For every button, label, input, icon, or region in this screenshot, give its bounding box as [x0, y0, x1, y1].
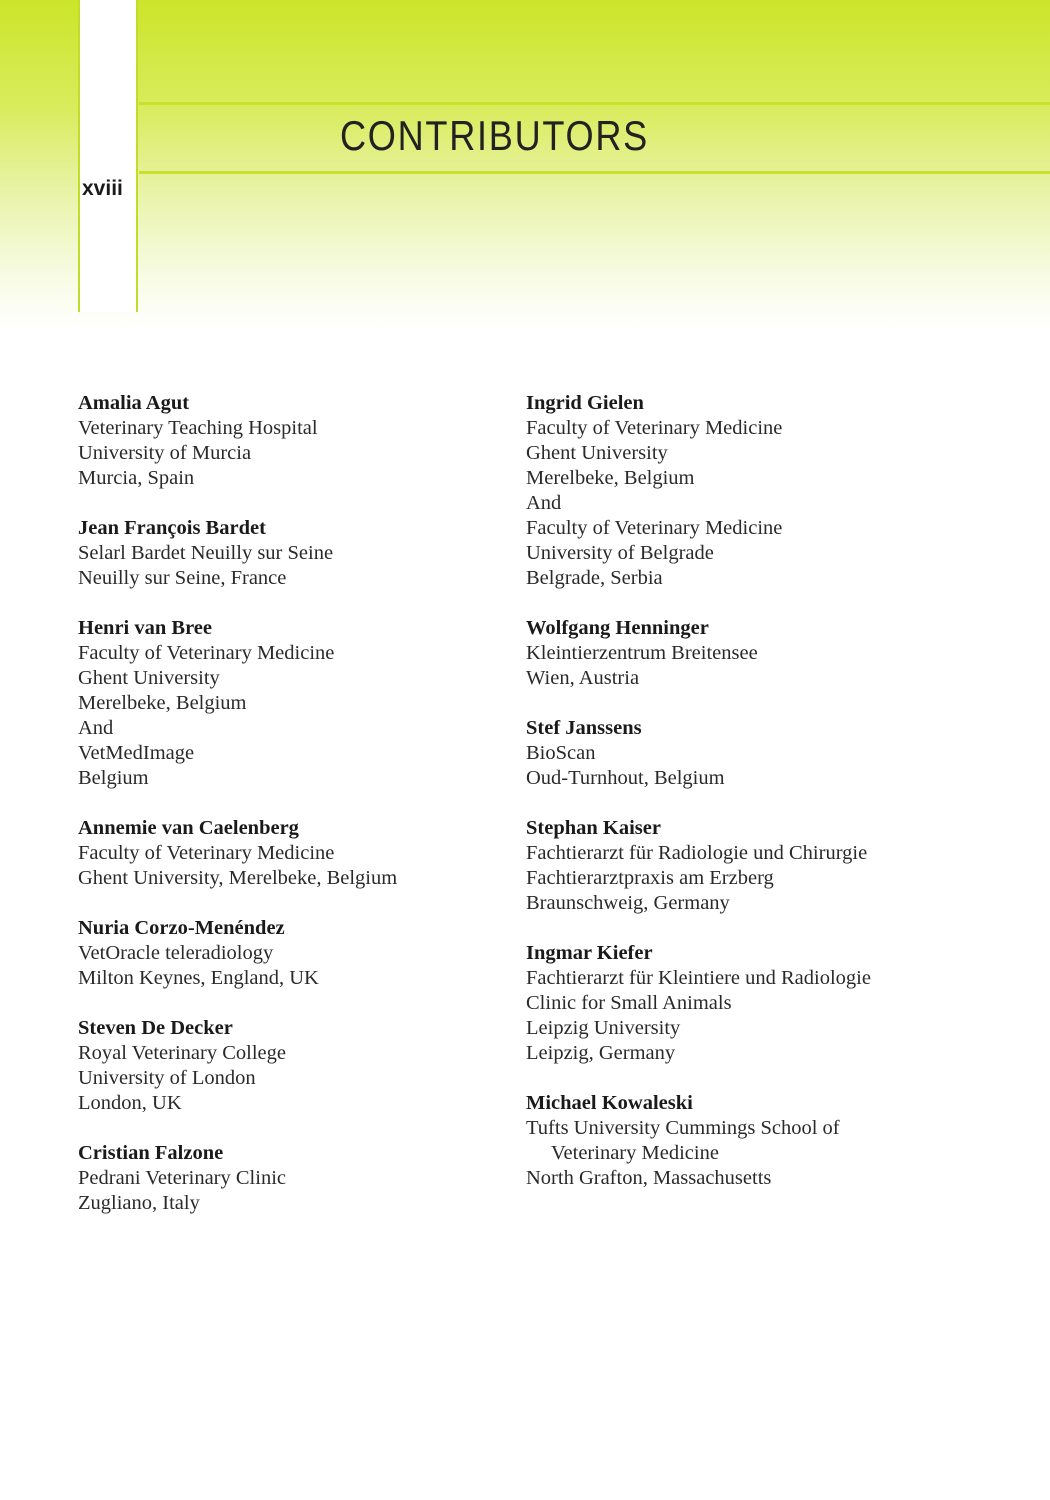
affiliation-line: Milton Keynes, England, UK	[78, 967, 319, 989]
header-rule-bottom	[139, 171, 1050, 174]
contributor-name: Amalia Agut	[78, 392, 190, 414]
affiliation-line: Tufts University Cummings School of	[526, 1117, 840, 1139]
contributor-entry	[526, 816, 976, 916]
contributor-entry	[78, 816, 518, 891]
affiliation-line: Belgium	[78, 767, 149, 789]
affiliation-line: Faculty of Veterinary Medicine	[526, 517, 783, 539]
affiliation-line: Zugliano, Italy	[78, 1192, 200, 1214]
affiliation-line: London, UK	[78, 1092, 182, 1114]
contributor-name: Cristian Falzone	[78, 1142, 224, 1164]
affiliation-line: Ghent University	[526, 442, 668, 464]
contributor-name: Ingrid Gielen	[526, 392, 644, 414]
contributor-name: Steven De Decker	[78, 1017, 233, 1039]
contributor-entry	[78, 616, 518, 791]
affiliation-line: University of London	[78, 1067, 256, 1089]
affiliation-line: Fachtierarzt für Kleintiere und Radiologie	[526, 967, 871, 989]
affiliation-line: BioScan	[526, 742, 596, 764]
contributor-name: Henri van Bree	[78, 617, 212, 639]
contributor-entry	[526, 391, 976, 591]
contributor-entry	[526, 716, 976, 791]
contributor-entry	[526, 941, 976, 1066]
contributor-entry	[78, 1141, 518, 1216]
contributor-name: Stephan Kaiser	[526, 817, 661, 839]
contributor-entry	[526, 1091, 976, 1191]
page-number: xviii	[82, 177, 123, 200]
affiliation-line: And	[78, 717, 114, 739]
contributor-entry	[78, 916, 518, 991]
affiliation-line: Ghent University	[78, 667, 220, 689]
contributors-right-column	[526, 391, 976, 1216]
affiliation-line: Fachtierarzt für Radiologie und Chirurgie	[526, 842, 868, 864]
affiliation-line: North Grafton, Massachusetts	[526, 1167, 772, 1189]
header-rule-top	[139, 102, 1050, 105]
affiliation-line: Veterinary Medicine	[551, 1142, 719, 1164]
contributor-name: Jean François Bardet	[78, 517, 266, 539]
contributor-entry	[78, 516, 518, 591]
affiliation-line: Wien, Austria	[526, 667, 640, 689]
affiliation-line: Merelbeke, Belgium	[526, 467, 695, 489]
affiliation-line: VetMedImage	[78, 742, 195, 764]
contributor-name: Nuria Corzo-Menéndez	[78, 917, 285, 939]
contributor-name: Michael Kowaleski	[526, 1092, 693, 1114]
contributor-name: Wolfgang Henninger	[526, 617, 709, 639]
affiliation-line: University of Belgrade	[526, 542, 714, 564]
affiliation-line: Leipzig, Germany	[526, 1042, 676, 1064]
contributor-entry	[526, 616, 976, 691]
contributor-name: Stef Janssens	[526, 717, 642, 739]
contributor-entry	[78, 391, 518, 491]
affiliation-line: Murcia, Spain	[78, 467, 195, 489]
contributors-left-column	[78, 391, 518, 1241]
affiliation-line: Faculty of Veterinary Medicine	[526, 417, 783, 439]
affiliation-line: Royal Veterinary College	[78, 1042, 286, 1064]
page-title: CONTRIBUTORS	[340, 112, 649, 159]
header-band	[0, 0, 1050, 330]
affiliation-line: Selarl Bardet Neuilly sur Seine	[78, 542, 334, 564]
affiliation-line: Braunschweig, Germany	[526, 892, 730, 914]
affiliation-line: Faculty of Veterinary Medicine	[78, 842, 335, 864]
affiliation-line: Pedrani Veterinary Clinic	[78, 1167, 286, 1189]
affiliation-line: Clinic for Small Animals	[526, 992, 732, 1014]
contributor-name: Annemie van Caelenberg	[78, 817, 299, 839]
affiliation-line: Leipzig University	[526, 1017, 681, 1039]
affiliation-line: Merelbeke, Belgium	[78, 692, 247, 714]
affiliation-line: Neuilly sur Seine, France	[78, 567, 287, 589]
affiliation-line: Ghent University, Merelbeke, Belgium	[78, 867, 398, 889]
affiliation-line: And	[526, 492, 562, 514]
contributor-name: Ingmar Kiefer	[526, 942, 653, 964]
contributor-entry	[78, 1016, 518, 1116]
affiliation-line: Fachtierarztpraxis am Erzberg	[526, 867, 774, 889]
affiliation-line: Faculty of Veterinary Medicine	[78, 642, 335, 664]
affiliation-line: University of Murcia	[78, 442, 252, 464]
affiliation-line: Kleintierzentrum Breitensee	[526, 642, 758, 664]
affiliation-line: Oud-Turnhout, Belgium	[526, 767, 725, 789]
margin-strip	[78, 0, 138, 312]
affiliation-line: Veterinary Teaching Hospital	[78, 417, 318, 439]
affiliation-line: VetOracle teleradiology	[78, 942, 274, 964]
affiliation-line: Belgrade, Serbia	[526, 567, 663, 589]
